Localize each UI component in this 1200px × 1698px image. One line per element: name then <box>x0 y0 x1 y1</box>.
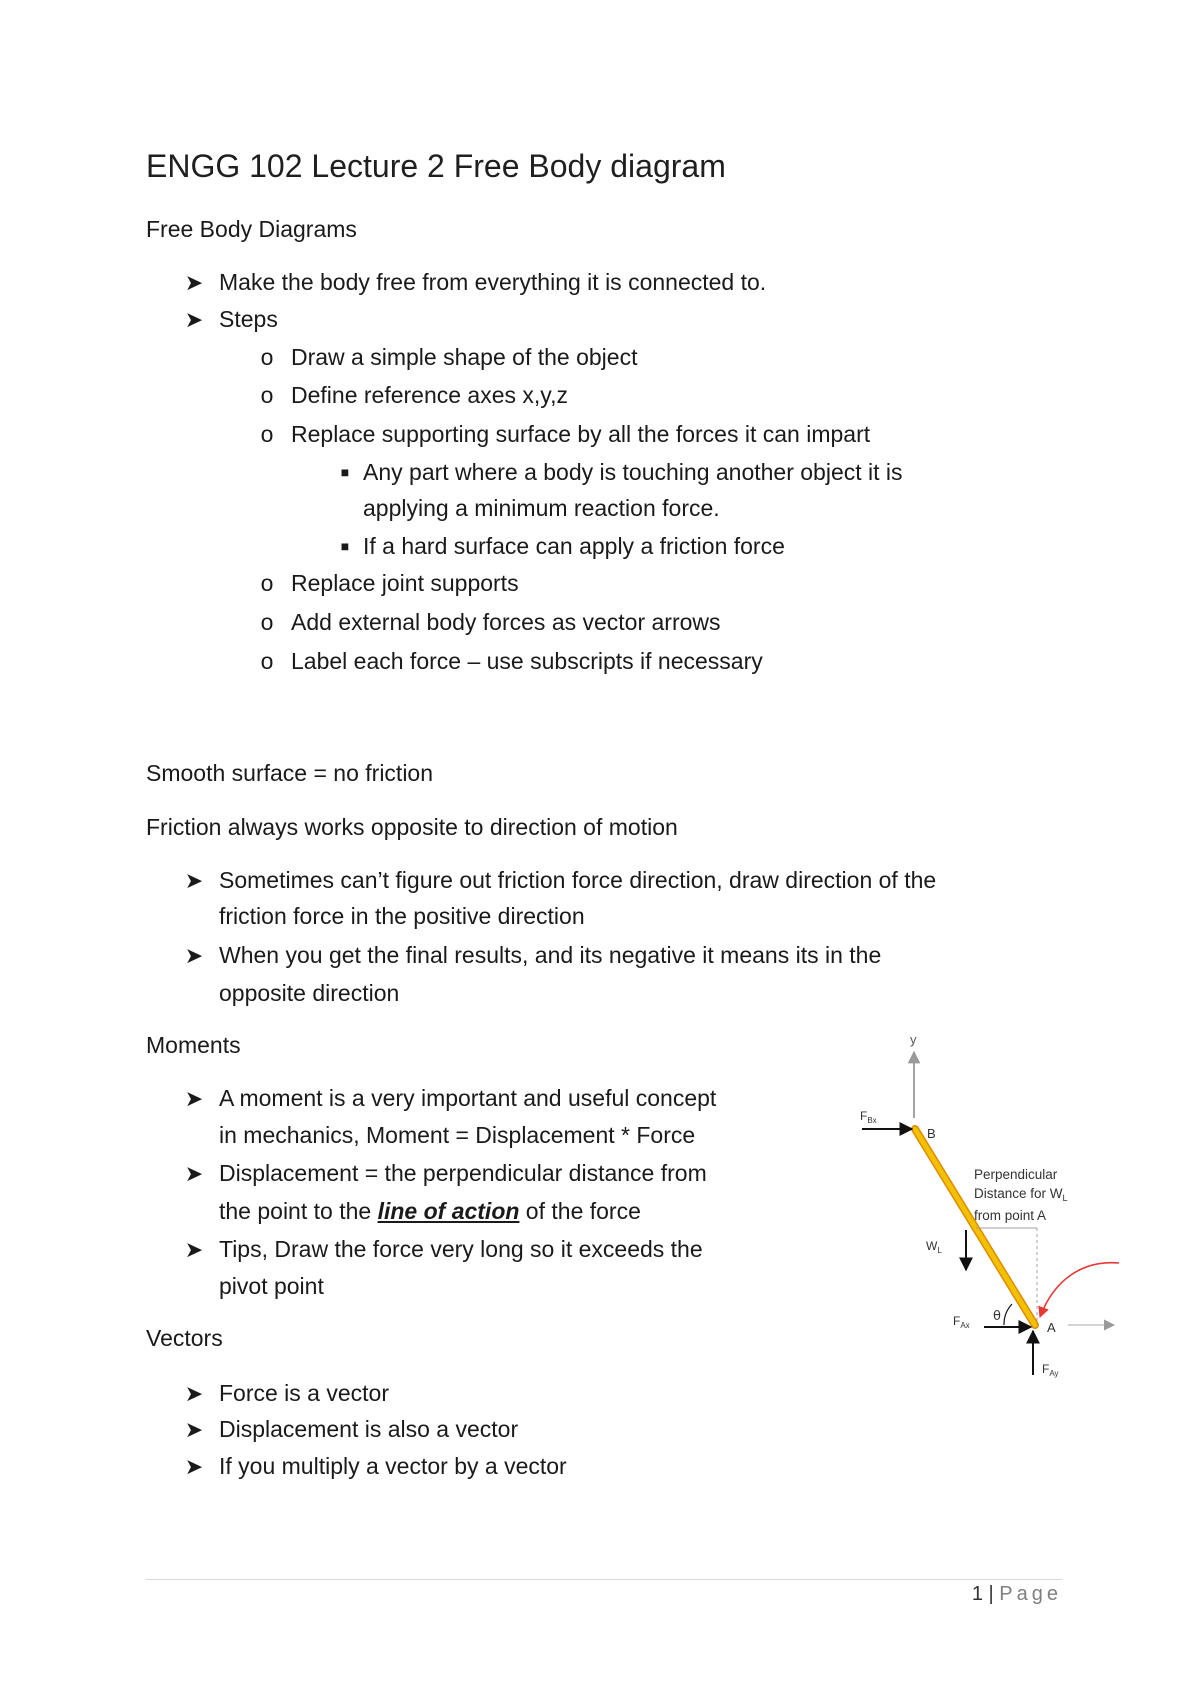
force-label-wl: $W_L$ <box>926 1239 942 1255</box>
hollow-circle-bullet-icon: o <box>260 648 274 674</box>
point-label-b: B <box>927 1126 936 1141</box>
list-item-continuation: friction force in the positive direction <box>219 903 585 929</box>
list-item: If you multiply a vector by a vector <box>219 1453 567 1479</box>
list-item-continuation <box>219 1193 641 1230</box>
arrowhead-bullet-icon: ➤ <box>184 1454 204 1479</box>
angle-arc <box>1004 1304 1012 1325</box>
arrowhead-bullet-icon: ➤ <box>184 307 204 332</box>
free-body-diagram-figure <box>832 1030 1122 1410</box>
arrowhead-bullet-icon: ➤ <box>184 868 204 893</box>
page-word: Page <box>999 1583 1062 1605</box>
page-title: ENGG 102 Lecture 2 Free Body diagram <box>146 148 726 184</box>
friction-direction-text: Friction always works opposite to direction of motion <box>146 814 678 840</box>
force-label-fay: $F_{Ay}$ <box>1042 1362 1059 1378</box>
section-heading-vectors: Vectors <box>146 1325 223 1351</box>
list-item: Define reference axes x,y,z <box>291 382 568 408</box>
list-item: Tips, Draw the force very long so it exceeds the <box>219 1236 703 1262</box>
arrowhead-bullet-icon: ➤ <box>184 1417 204 1442</box>
list-item: Replace joint supports <box>291 570 519 596</box>
list-item: Displacement is also a vector <box>219 1416 519 1442</box>
force-label-fax: $F_{Ax}$ <box>953 1314 970 1330</box>
y-axis-label: y <box>910 1032 917 1047</box>
line-of-action-emphasis: line of action <box>377 1198 520 1224</box>
list-item-continuation: in mechanics, Moment = Displacement * Force <box>219 1122 696 1148</box>
section-heading-free-body-diagrams: Free Body Diagrams <box>146 216 357 242</box>
arrowhead-bullet-icon: ➤ <box>184 1086 204 1111</box>
footer-separator: | <box>988 1583 994 1605</box>
list-item: If a hard surface can apply a friction force <box>363 533 785 559</box>
force-label-fbx: $F_{Bx}$ <box>860 1109 877 1125</box>
rod <box>915 1129 1035 1325</box>
list-item: Replace supporting surface by all the forces it can impart <box>291 421 871 447</box>
list-item-continuation: pivot point <box>219 1273 324 1299</box>
arrowhead-bullet-icon: ➤ <box>184 1237 204 1262</box>
moment-arc-arrow <box>1040 1263 1119 1317</box>
hollow-circle-bullet-icon: o <box>260 570 274 596</box>
hollow-circle-bullet-icon: o <box>260 421 274 447</box>
list-item: Steps <box>219 306 278 332</box>
square-bullet-icon: ■ <box>340 464 350 480</box>
list-item: A moment is a very important and useful concept <box>219 1085 717 1111</box>
page-number: 1 <box>971 1583 983 1605</box>
arrowhead-bullet-icon: ➤ <box>184 1161 204 1186</box>
smooth-surface-text: Smooth surface = no friction <box>146 760 434 786</box>
list-item: Add external body forces as vector arrows <box>291 609 721 635</box>
line-of-action-prefix: the point to the <box>219 1198 378 1224</box>
list-item: Make the body free from everything it is connected to. <box>219 269 767 295</box>
angle-label-theta: θ <box>993 1309 1001 1324</box>
list-item: Displacement = the perpendicular distance from <box>219 1160 707 1186</box>
list-item: When you get the final results, and its negative it means its in the <box>219 942 882 968</box>
hollow-circle-bullet-icon: o <box>260 609 274 635</box>
perpendicular-distance-label: Perpendicular Distance for $W_L$ from point A <box>974 1167 1068 1223</box>
point-label-a: A <box>1047 1320 1056 1335</box>
arrowhead-bullet-icon: ➤ <box>184 1381 204 1406</box>
square-bullet-icon: ■ <box>340 538 350 554</box>
list-item: Draw a simple shape of the object <box>291 344 638 370</box>
list-item-continuation: opposite direction <box>219 980 400 1006</box>
arrowhead-bullet-icon: ➤ <box>184 270 204 295</box>
list-item: Sometimes can’t figure out friction force direction, draw direction of the <box>219 867 937 893</box>
page-footer <box>972 1583 1062 1606</box>
line-of-action-suffix: of the force <box>519 1198 641 1224</box>
list-item: Force is a vector <box>219 1380 389 1406</box>
hollow-circle-bullet-icon: o <box>260 382 274 408</box>
footer-divider <box>146 1579 1062 1580</box>
hollow-circle-bullet-icon: o <box>260 344 274 370</box>
section-heading-moments: Moments <box>146 1032 241 1058</box>
list-item: Label each force – use subscripts if necessary <box>291 648 763 674</box>
list-item: Any part where a body is touching another object it is <box>363 459 903 485</box>
list-item-continuation: applying a minimum reaction force. <box>363 495 720 521</box>
arrowhead-bullet-icon: ➤ <box>184 943 204 968</box>
